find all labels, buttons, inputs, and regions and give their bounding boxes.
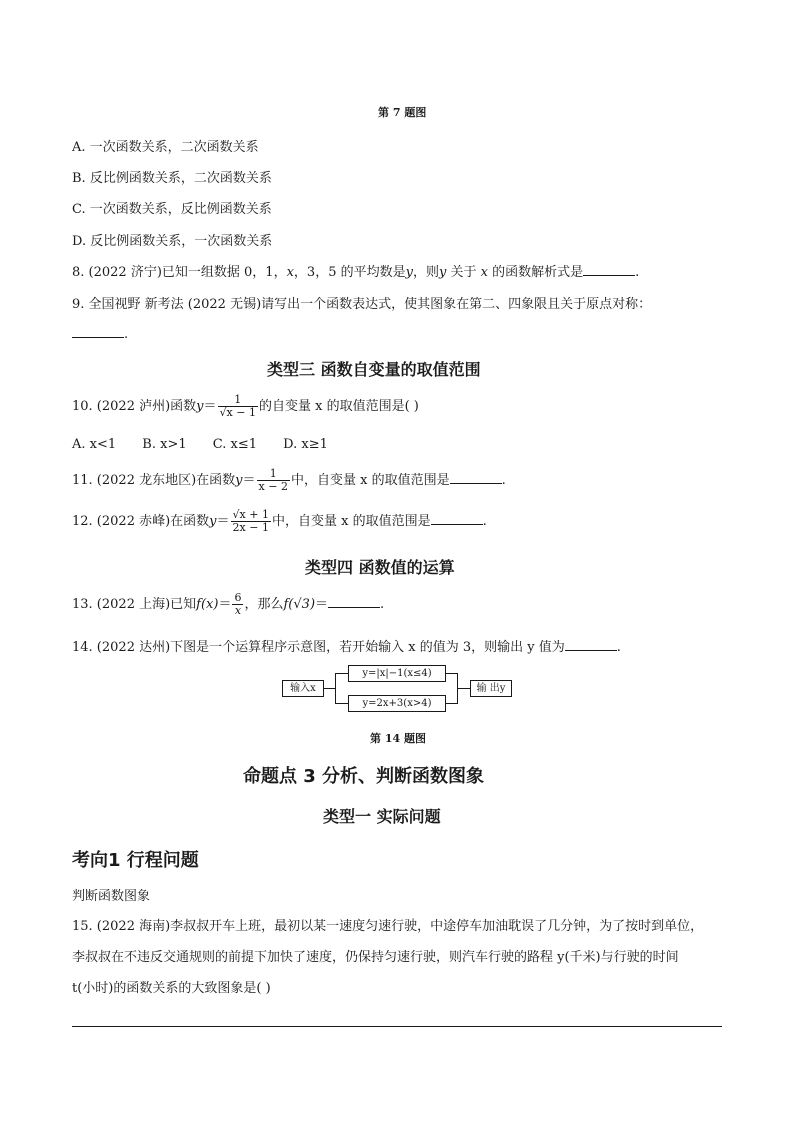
- q11-numerator: 1: [269, 467, 277, 480]
- question-14: [72, 636, 621, 655]
- subheading: 判断函数图象: [72, 889, 151, 904]
- q11-denominator: x − 2: [258, 480, 288, 493]
- q10-eq: ＝: [203, 399, 217, 414]
- q8-mid1: ，3，5 的平均数是: [293, 265, 406, 280]
- flow-connector: [335, 673, 348, 674]
- q10-numerator: 1: [234, 393, 242, 406]
- flow-connector: [457, 688, 470, 689]
- q13-fx: f(x): [196, 597, 219, 612]
- q11-fraction: [257, 468, 290, 493]
- q8-answer-blank: [583, 263, 635, 276]
- q8-suffix: 的函数解析式是: [487, 265, 584, 280]
- q7-option-a: A. 一次函数关系，二次函数关系: [72, 140, 259, 155]
- q13-numerator: 6: [234, 591, 242, 604]
- question-15-line-2: 李叔叔在不违反交通规则的前提下加快了速度，仍保持匀速行驶，则汽车行驶的路程 y(千米)与行驶的时间: [72, 950, 679, 965]
- flow-connector: [323, 688, 335, 689]
- q10-prefix: 10. (2022 泸州)函数: [72, 399, 197, 414]
- q10-denominator: √x − 1: [219, 406, 256, 419]
- q12-y: y: [209, 514, 217, 529]
- q12-numerator: √x + 1: [232, 508, 269, 521]
- q10-suffix: 的自变量 x 的取值范围是( ): [258, 399, 419, 414]
- figure-14-caption: 第 14 题图: [370, 732, 426, 745]
- q8-x2: x: [480, 265, 488, 280]
- q8-mid2: ，则: [412, 265, 439, 280]
- q13-prefix: 13. (2022 上海)已知: [72, 597, 197, 612]
- q10-option-c: C. x≤1: [212, 437, 258, 452]
- question-11: 11. (2022 龙东地区)在函数y＝ $\frac{1}{x - 2}$ 中，自变量 x 的取值范围是 .: [72, 467, 506, 493]
- flow-input-box: 输入x: [282, 680, 324, 697]
- q9-end: .: [124, 327, 129, 342]
- q13-eq2: ＝: [315, 597, 329, 612]
- q14-end: .: [616, 640, 621, 655]
- question-12: 12. (2022 赤峰)在函数y＝ $\frac{√x + 1}{2x - 1}$ 中，自变量 x 的取值范围是 .: [72, 508, 487, 534]
- q14-text: 14. (2022 达州)下图是一个运算程序示意图，若开始输入 x 的值为 3，则输出 y 值为: [72, 640, 565, 655]
- q12-eq: ＝: [216, 514, 230, 529]
- figure-7-caption: 第 7 题图: [378, 106, 427, 119]
- question-9: 9. 全国视野 新考法 (2022 无锡)请写出一个函数表达式，使其图象在第二、四象限且关于原点对称：: [72, 297, 652, 312]
- direction-1-heading: 考向1 行程问题: [72, 850, 199, 871]
- page-divider: [72, 1026, 722, 1027]
- question-13: 13. (2022 上海)已知f(x)＝ $\frac{6}{x}$ ，那么f(√3)＝ .: [72, 591, 385, 617]
- q12-answer-blank: [431, 512, 483, 525]
- section-type-3-heading: 类型三 函数自变量的取值范围: [267, 360, 481, 379]
- flow-connector: [445, 703, 457, 704]
- q7-option-c: C. 一次函数关系，反比例函数关系: [72, 202, 272, 217]
- flow-branch-bottom: y=2x+3(x>4): [348, 695, 446, 712]
- q13-answer-blank: [328, 595, 380, 608]
- q12-fraction: [231, 509, 271, 534]
- question-8: 8. (2022 济宁)已知一组数据 0，1，x，3，5 的平均数是y，则y 关于 x 的函数解析式是 .: [72, 265, 640, 280]
- question-10: [72, 394, 419, 419]
- q12-suffix: 中，自变量 x 的取值范围是: [271, 514, 431, 529]
- flow-connector: [445, 673, 457, 674]
- q13-eq: ＝: [218, 597, 232, 612]
- q13-fraction: [232, 592, 243, 617]
- question-15-line-1: 15. (2022 海南)李叔叔开车上班，最初以某一速度匀速行驶，中途停车加油耽误了几分钟，为了按时到单位，: [72, 919, 704, 934]
- section-type-1-heading: 类型一 实际问题: [323, 807, 441, 826]
- q7-option-d: D. 反比例函数关系，一次函数关系: [72, 234, 273, 249]
- question-15-line-3: t(小时)的函数关系的大致图象是( ): [72, 981, 271, 996]
- flow-output-box: 输 出y: [470, 680, 512, 697]
- q11-prefix: 11. (2022 龙东地区)在函数: [72, 473, 236, 488]
- q14-answer-blank: [565, 638, 617, 651]
- q8-y: y: [405, 265, 413, 280]
- q8-mid3: 关于: [446, 265, 481, 280]
- q11-eq: ＝: [242, 473, 256, 488]
- q10-options: [72, 437, 328, 452]
- q10-y: y: [196, 399, 204, 414]
- q10-option-d: D. x≥1: [283, 437, 328, 452]
- q8-prefix: 8. (2022 济宁)已知一组数据 0，1，: [72, 265, 287, 280]
- q10-option-b: B. x>1: [142, 437, 187, 452]
- q11-suffix: 中，自变量 x 的取值范围是: [290, 473, 450, 488]
- flow-connector: [335, 703, 348, 704]
- flow-branch-top: y=|x|−1(x≤4): [348, 665, 446, 682]
- flow-connector: [335, 673, 336, 704]
- question-9-continued: [72, 325, 128, 342]
- q10-option-a: A. x<1: [72, 437, 117, 452]
- q9-answer-blank: [72, 325, 124, 338]
- q11-answer-blank: [450, 471, 502, 484]
- q8-y2: y: [438, 265, 447, 280]
- section-type-4-heading: 类型四 函数值的运算: [305, 558, 455, 577]
- q13-denominator: x: [232, 604, 243, 617]
- q8-x: x: [286, 265, 294, 280]
- q11-y: y: [235, 473, 243, 488]
- topic-3-heading: 命题点 3 分析、判断函数图象: [243, 766, 485, 787]
- q12-denominator: 2x − 1: [232, 521, 269, 534]
- q10-fraction: [218, 394, 258, 419]
- q12-prefix: 12. (2022 赤峰)在函数: [72, 514, 210, 529]
- q13-mid: ，那么: [244, 597, 284, 612]
- q7-option-b: B. 反比例函数关系，二次函数关系: [72, 171, 272, 186]
- q13-f-sqrt3: f(√3): [283, 597, 316, 612]
